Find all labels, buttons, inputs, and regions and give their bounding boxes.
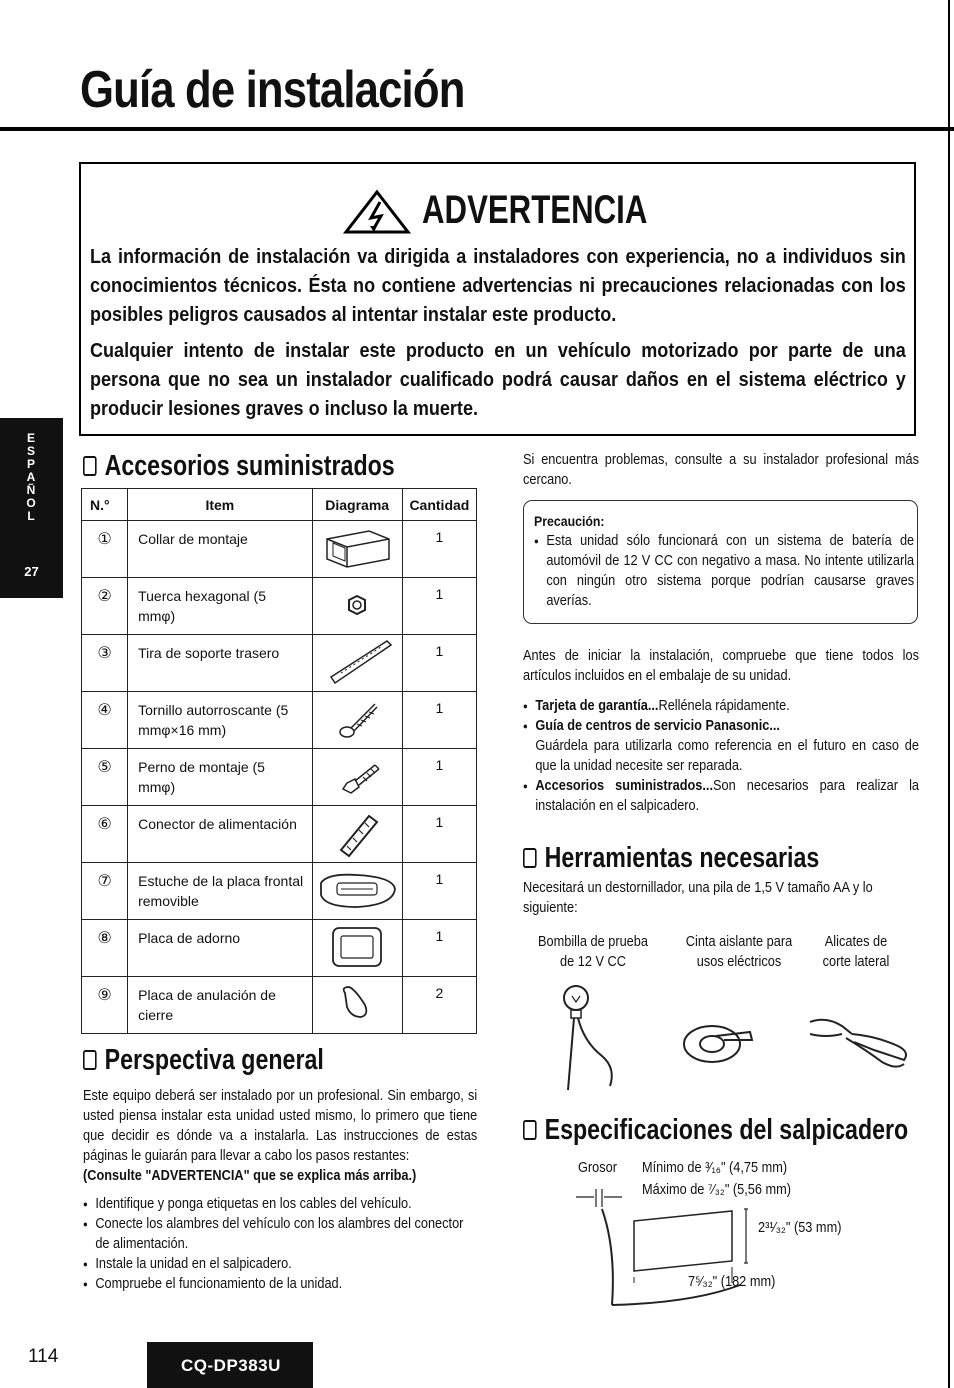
model-badge: CQ-DP383U — [147, 1342, 313, 1388]
item-name: Collar de montaje — [128, 521, 312, 578]
tools-title: Herramientas necesarias — [544, 842, 820, 874]
item-quantity: 1 — [402, 692, 476, 749]
table-row — [82, 920, 477, 977]
title-rule — [0, 127, 954, 131]
list-item-label: Accesorios suministrados... — [535, 778, 714, 794]
dashboard-heading — [523, 1114, 908, 1147]
item-quantity: 2 — [402, 977, 476, 1034]
mounting-bolt-icon — [321, 753, 393, 799]
list-item: ● Identifique y ponga etiquetas en los cables del vehículo. — [83, 1194, 477, 1214]
thickness-label: Grosor — [578, 1160, 618, 1176]
overview-title: Perspectiva general — [104, 1044, 324, 1076]
item-name: Perno de montaje (5 mmφ) — [128, 749, 312, 806]
item-quantity: 1 — [402, 578, 476, 635]
checkbox-icon — [83, 456, 97, 476]
overview-heading — [83, 1044, 324, 1077]
list-item-text: Guárdela para utilizarla como referencia en el futuro en caso de que la unidad necesite ser reparada. — [535, 738, 919, 774]
lock-release-plate-icon — [321, 981, 393, 1027]
rear-support-strap-icon — [321, 639, 393, 685]
language-side-tab — [0, 418, 63, 598]
list-item-text: Rellénela rápidamente. — [658, 698, 790, 714]
checkbox-icon — [523, 848, 537, 868]
item-quantity: 1 — [402, 863, 476, 920]
check-items-text: Antes de iniciar la instalación, compruebe que tiene todos los artículos incluidos en el embalaje de su unidad. — [523, 648, 919, 684]
list-item — [523, 776, 919, 816]
section-page-number: 27 — [24, 564, 39, 579]
table-header-row — [82, 489, 477, 521]
test-bulb-label — [520, 932, 666, 972]
caution-box — [523, 500, 918, 624]
caution-title: Precaución: — [534, 513, 605, 529]
list-item-text: Son necesarios para realizar la instalación en el salpicadero. — [535, 778, 920, 814]
warning-paragraph-1: La información de instalación va dirigida a instaladores con experiencia, no a individuos sin conocimientos técnicos. Ésta no contiene advertencias ni precauciones relacionadas con los posibles peligros causados al intentar instalar este producto. — [90, 245, 906, 326]
page-edge — [948, 0, 950, 1388]
item-quantity: 1 — [402, 635, 476, 692]
trim-plate-icon — [321, 924, 393, 970]
tapping-screw-icon — [321, 696, 393, 742]
item-quantity: 1 — [402, 521, 476, 578]
tool-label-line: usos eléctricos — [696, 954, 782, 970]
item-number: ③ — [82, 635, 128, 692]
item-number: ⑧ — [82, 920, 128, 977]
list-item — [523, 696, 919, 716]
item-number: ⑤ — [82, 749, 128, 806]
item-quantity: 1 — [402, 749, 476, 806]
item-name: Conector de alimentación — [128, 806, 312, 863]
item-number: ⑥ — [82, 806, 128, 863]
column-header-qty: Cantidad — [402, 489, 476, 521]
thickness-max: Máximo de ⁷⁄₃₂" (5,56 mm) — [642, 1182, 792, 1198]
overview-note: (Consulte "ADVERTENCIA" que se explica más arriba.) — [83, 1168, 417, 1184]
opening-height: 2³¹⁄₃₂" (53 mm) — [758, 1220, 842, 1236]
dashboard-opening-diagram — [572, 1185, 762, 1315]
item-number: ① — [82, 521, 128, 578]
overview-text — [83, 1086, 477, 1294]
item-number: ② — [82, 578, 128, 635]
page-number: 114 — [28, 1346, 59, 1367]
list-item: ● Compruebe el funcionamiento de la unidad. — [83, 1274, 477, 1294]
tool-label-line: Cinta aislante para — [685, 934, 793, 950]
tools-heading — [523, 842, 819, 875]
item-name: Estuche de la placa frontal removible — [128, 863, 312, 920]
page-title: Guía de instalación — [80, 61, 465, 119]
checkbox-icon — [523, 1120, 537, 1140]
item-number: ④ — [82, 692, 128, 749]
item-number: ⑨ — [82, 977, 128, 1034]
opening-width: 7⁵⁄₃₂" (182 mm) — [688, 1274, 776, 1290]
warning-paragraph-2: Cualquier intento de instalar este producto en un vehículo motorizado por parte de una persona que no sea un instalador cualificado podrá causar daños en el sistema eléctrico y producir lesiones graves o incluso la muerte. — [90, 339, 906, 420]
side-cutters-label — [786, 932, 927, 972]
tools-text: Necesitará un destornillador, una pila de 1,5 V tamaño AA y lo siguiente: — [523, 880, 873, 916]
power-connector-icon — [321, 810, 393, 856]
caution-list — [534, 531, 914, 611]
column-header-item: Item — [128, 489, 312, 521]
warning-title: ADVERTENCIA — [422, 188, 648, 232]
item-name: Placa de anulación de cierre — [128, 977, 312, 1034]
tool-label-line: corte lateral — [822, 954, 890, 970]
table-row — [82, 749, 477, 806]
list-item: ● Instale la unidad en el salpicadero. — [83, 1254, 477, 1274]
side-cutters-icon — [806, 1012, 916, 1072]
thickness-min: Mínimo de ³⁄₁₆" (4,75 mm) — [642, 1160, 788, 1176]
mounting-collar-icon — [321, 525, 393, 571]
table-row — [82, 635, 477, 692]
list-item: ● Conecte los alambres del vehículo con los alambres del conector de alimentación. — [83, 1214, 477, 1254]
list-item — [523, 716, 919, 776]
item-name: Placa de adorno — [128, 920, 312, 977]
faceplate-case-icon — [317, 867, 397, 913]
language-letters: E S P A Ñ O L — [26, 431, 36, 523]
overview-steps — [83, 1194, 477, 1294]
dashboard-title: Especificaciones del salpicadero — [544, 1114, 909, 1146]
item-number: ⑦ — [82, 863, 128, 920]
checkbox-icon — [83, 1050, 97, 1070]
package-items-list — [523, 696, 919, 816]
item-name: Tornillo autorroscante (5 mmφ×16 mm) — [128, 692, 312, 749]
list-item-label: Tarjeta de garantía... — [535, 698, 659, 714]
accessories-title: Accesorios suministrados — [104, 450, 395, 482]
tool-label-line: de 12 V CC — [560, 954, 626, 970]
installer-intro: Si encuentra problemas, consulte a su instalador profesional más cercano. — [523, 452, 919, 488]
table-row — [82, 692, 477, 749]
table-row — [82, 578, 477, 635]
warning-box — [79, 162, 916, 436]
item-quantity: 1 — [402, 920, 476, 977]
item-name: Tira de soporte trasero — [128, 635, 312, 692]
table-row — [82, 521, 477, 578]
table-row — [82, 806, 477, 863]
insulating-tape-icon — [680, 1018, 756, 1068]
tool-label-line: Bombilla de prueba — [538, 934, 648, 950]
accessories-heading — [83, 450, 395, 483]
hex-nut-icon — [321, 582, 393, 628]
list-item-label: Guía de centros de servicio Panasonic... — [535, 718, 780, 734]
overview-paragraph: Este equipo deberá ser instalado por un profesional. Sin embargo, si usted piensa instalar esta unidad usted mismo, lo primero que tiene que decidir es dónde va a instalarla. Las instrucciones de estas páginas le guiarán para llevar a cabo los pasos restantes: — [83, 1088, 478, 1164]
tool-label-line: Alicates de — [824, 934, 888, 950]
caution-text: ● Esta unidad sólo funcionará con un sistema de batería de automóvil de 12 V CC con negativo a masa. No intente utilizarla con ningún otro sistema porque podrían causarse graves averías. — [534, 531, 914, 611]
item-quantity: 1 — [402, 806, 476, 863]
column-header-no: N.° — [82, 489, 128, 521]
table-row — [82, 863, 477, 920]
table-row — [82, 977, 477, 1034]
item-name: Tuerca hexagonal (5 mmφ) — [128, 578, 312, 635]
column-header-diagram: Diagrama — [312, 489, 402, 521]
test-bulb-icon — [540, 982, 620, 1092]
accessories-table — [81, 488, 477, 1034]
electric-warning-icon — [344, 190, 410, 234]
